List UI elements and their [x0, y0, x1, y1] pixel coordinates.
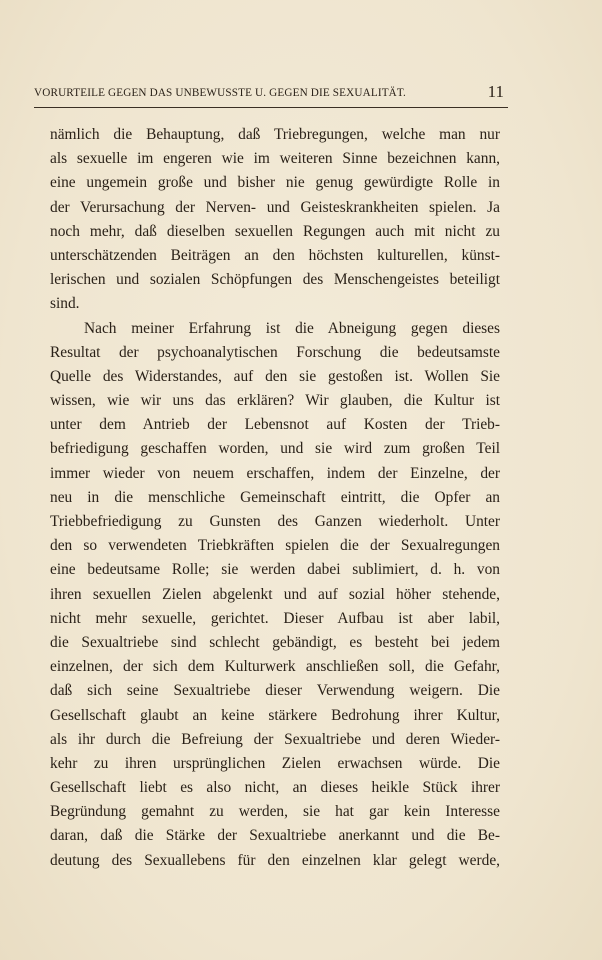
- text-line: unterschätzenden Beiträgen an den höchsten kulturellen, künst-: [50, 246, 500, 264]
- page-number: 11: [487, 82, 504, 101]
- text-line: daran, daß die Stärke der Sexualtriebe anerkannt und die Be-: [50, 827, 500, 845]
- page-header: [34, 82, 504, 106]
- running-head: VORURTEILE GEGEN DAS UNBEWUSSTE U. GEGEN DIE SEXUALITÄT.: [34, 87, 407, 99]
- text-line: Nach meiner Erfahrung ist die Abneigung gegen dieses: [84, 319, 500, 337]
- text-line: als sexuelle im engeren wie im weiteren Sinne bezeichnen kann,: [50, 150, 500, 168]
- text-line: ihren sexuellen Zielen abgelenkt und auf sozial höher stehende,: [50, 585, 500, 603]
- text-line: Resultat der psychoanalytischen Forschung die bedeutsamste: [50, 343, 500, 361]
- text-line: Triebbefriedigung zu Gunsten des Ganzen wiederholt. Unter: [50, 513, 500, 530]
- text-line: unter dem Antrieb der Lebensnot auf Kosten der Trieb-: [50, 416, 500, 434]
- text-line: nämlich die Behauptung, daß Triebregungen, welche man nur: [50, 126, 500, 143]
- text-line: befriedigung geschaffen worden, und sie wird zum großen Teil: [50, 440, 500, 458]
- text-line: noch mehr, daß dieselben sexuellen Regungen auch mit nicht zu: [50, 222, 500, 240]
- text-line: eine bedeutsame Rolle; sie werden dabei sublimiert, d. h. von: [50, 561, 500, 579]
- text-line: die Sexualtriebe sind schlecht gebändigt, es besteht bei jedem: [50, 633, 500, 651]
- text-line: deutung des Sexuallebens für den einzelnen klar gelegt werde,: [50, 851, 500, 869]
- text-line: einzelnen, der sich dem Kulturwerk anschließen soll, die Gefahr,: [50, 658, 500, 676]
- text-line: neu in die menschliche Gemeinschaft eintritt, die Opfer an: [50, 488, 500, 506]
- text-line: nicht mehr sexuelle, gerichtet. Dieser Aufbau ist aber labil,: [50, 609, 500, 627]
- text-line: daß sich seine Sexualtriebe dieser Verwendung weigern. Die: [50, 682, 500, 700]
- text-line: lerischen und sozialen Schöpfungen des Menschengeistes beteiligt: [50, 271, 500, 289]
- text-line: eine ungemein große und bisher nie genug gewürdigte Rolle in: [50, 174, 500, 192]
- text-line: Gesellschaft liebt es also nicht, an dieses heikle Stück ihrer: [50, 779, 500, 797]
- text-line: sind.: [50, 295, 80, 313]
- body-text: [50, 123, 500, 873]
- text-line: kehr zu ihren ursprünglichen Zielen erwachsen würde. Die: [50, 754, 500, 772]
- text-line: wissen, wie wir uns das erklären? Wir glauben, die Kultur ist: [50, 392, 500, 410]
- text-line: Begründung gemahnt zu werden, sie hat gar kein Interesse: [50, 803, 500, 821]
- text-line: der Verursachung der Nerven- und Geisteskrankheiten spielen. Ja: [50, 198, 500, 216]
- text-line: immer wieder von neuem erschaffen, indem der Einzelne, der: [50, 464, 500, 482]
- text-line: Gesellschaft glaubt an keine stärkere Bedrohung ihrer Kultur,: [50, 706, 500, 724]
- text-line: den so verwendeten Triebkräften spielen die der Sexualregungen: [50, 537, 500, 555]
- header-rule: [34, 107, 508, 108]
- text-line: als ihr durch die Befreiung der Sexualtriebe und deren Wieder-: [50, 730, 500, 748]
- text-line: Quelle des Widerstandes, auf den sie gestoßen ist. Wollen Sie: [50, 367, 500, 385]
